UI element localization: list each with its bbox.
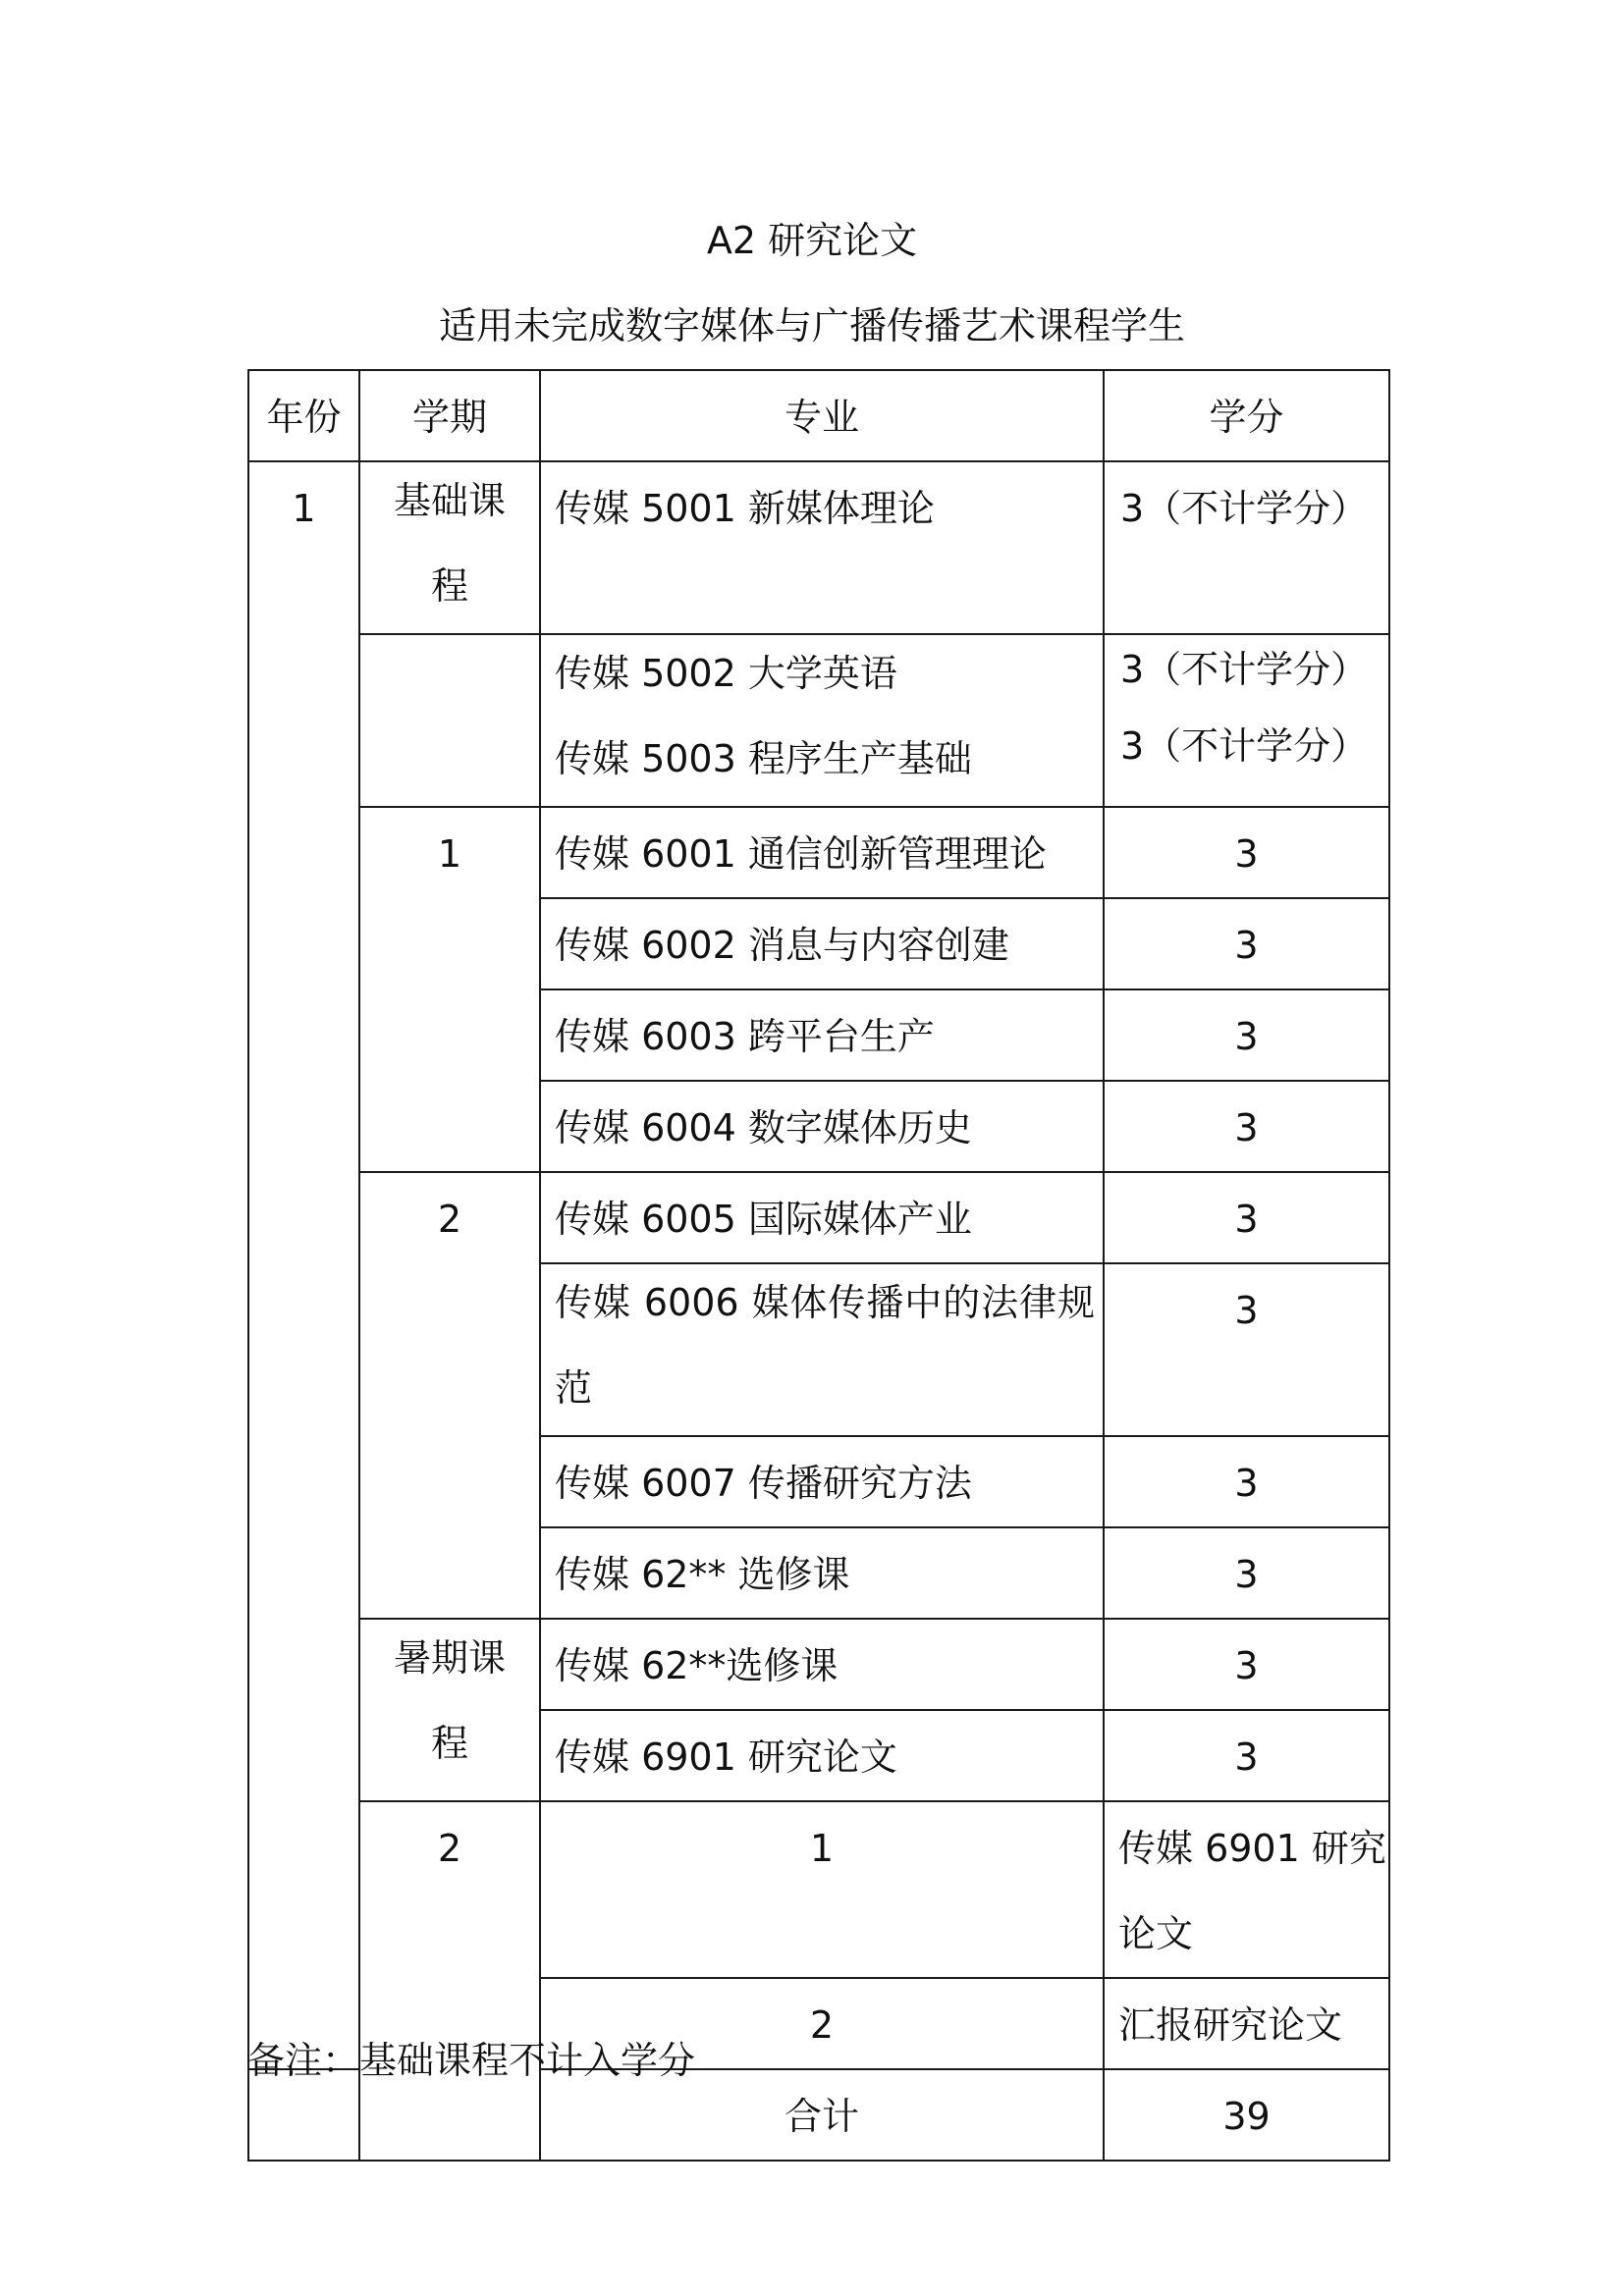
credit-cell: 3（不计学分） [1104, 461, 1389, 634]
year-cell-1: 1 [248, 461, 359, 2069]
header-term: 学期 [359, 370, 540, 461]
course-cell: 传媒 62**选修课 [540, 1619, 1104, 1710]
year-cell-2: 2 [359, 1801, 540, 2161]
term-cell-2: 2 [359, 1172, 540, 1619]
course-c5003: 传媒 5003 程序生产基础 [555, 737, 972, 780]
course-cell: 传媒 6007 传播研究方法 [540, 1436, 1104, 1527]
table-row [248, 1619, 1389, 1710]
credit-cell: 3 [1104, 1172, 1389, 1263]
table-row [248, 461, 1389, 634]
course-cell [540, 634, 1104, 807]
credit-c5002: 3（不计学分） [1120, 648, 1369, 691]
header-year: 年份 [248, 370, 359, 461]
header-credit: 学分 [1104, 370, 1389, 461]
course-cell: 传媒 6005 国际媒体产业 [540, 1172, 1104, 1263]
table-row [248, 1172, 1389, 1263]
course-cell: 传媒 6901 研究论文 [1104, 1801, 1389, 1978]
term-cell-summer: 暑期课程 [359, 1619, 540, 1801]
course-cell: 传媒 6002 消息与内容创建 [540, 898, 1104, 989]
table-row [248, 1801, 1389, 1978]
course-cell: 传媒 5001 新媒体理论 [540, 461, 1104, 634]
table-row [248, 807, 1389, 898]
table-header-row [248, 370, 1389, 461]
term-cell-1: 1 [359, 807, 540, 1172]
footnote: 备注：基础课程不计入学分 [247, 2039, 696, 2082]
credit-cell: 3 [1104, 1527, 1389, 1619]
course-c5002: 传媒 5002 大学英语 [555, 652, 897, 695]
table-row [248, 634, 1389, 807]
total-credit-cell: 39 [1104, 2069, 1389, 2161]
credit-cell: 3 [1104, 1263, 1389, 1436]
course-cell: 传媒 6006 媒体传播中的法律规范 [540, 1263, 1104, 1436]
credit-cell: 3 [1104, 898, 1389, 989]
total-label-cell: 合计 [540, 2069, 1104, 2161]
credit-cell [1104, 634, 1389, 807]
course-cell: 汇报研究论文 [1104, 1978, 1389, 2069]
course-cell: 传媒 6001 通信创新管理理论 [540, 807, 1104, 898]
credit-cell: 3 [1104, 1436, 1389, 1527]
credit-c5003: 3（不计学分） [1120, 724, 1369, 768]
credit-cell: 3 [1104, 1710, 1389, 1801]
course-cell: 传媒 6003 跨平台生产 [540, 989, 1104, 1081]
credit-cell: 3 [1104, 989, 1389, 1081]
credit-cell: 3 [1104, 1619, 1389, 1710]
term-cell-y2t1: 1 [540, 1801, 1104, 1978]
term-cell-empty [359, 634, 540, 807]
document-title: A2 研究论文 [706, 219, 918, 262]
document-subtitle: 适用未完成数字媒体与广播传播艺术课程学生 [438, 304, 1185, 347]
term-cell-foundation: 基础课程 [359, 461, 540, 634]
course-cell: 传媒 6004 数字媒体历史 [540, 1081, 1104, 1172]
credit-cell: 3 [1104, 807, 1389, 898]
course-cell: 传媒 6901 研究论文 [540, 1710, 1104, 1801]
credit-cell: 3 [1104, 1081, 1389, 1172]
term-cell-y2t2: 2 [540, 1978, 1104, 2069]
course-cell: 传媒 62** 选修课 [540, 1527, 1104, 1619]
course-table [247, 369, 1390, 2162]
header-course: 专业 [540, 370, 1104, 461]
